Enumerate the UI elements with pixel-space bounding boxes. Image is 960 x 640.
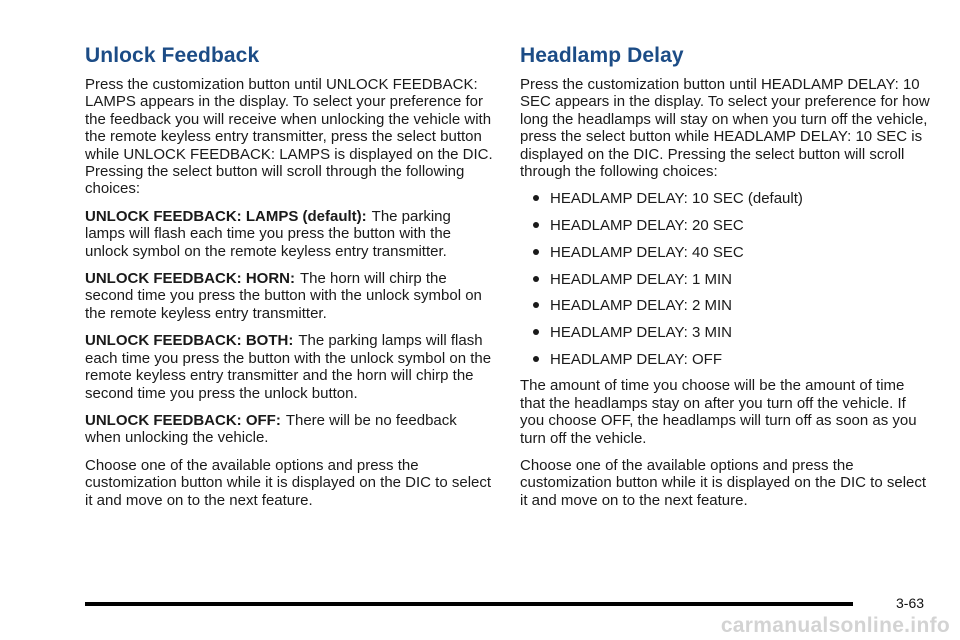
headlamp-paragraph-2: Choose one of the available options and press the customization button while it is displayed on the DIC to select it and move on to the next feature.: [520, 456, 927, 509]
page-number: 3-63: [896, 595, 925, 611]
option-text: The parking lamps will flash each time you press the button with the unlock symbol on the remote keyless entry transmitter.: [85, 207, 452, 260]
bullet-icon: [533, 195, 539, 201]
section-title-unlock-feedback: Unlock Feedback: [85, 44, 260, 67]
bullet-icon: [533, 222, 539, 228]
list-item-text: HEADLAMP DELAY: OFF: [550, 350, 722, 368]
list-item: [520, 297, 930, 314]
option-label: UNLOCK FEEDBACK: LAMPS (default):: [85, 207, 367, 225]
list-item: [520, 271, 930, 288]
list-item-text: HEADLAMP DELAY: 40 SEC: [550, 243, 744, 261]
bullet-icon: [533, 302, 539, 308]
list-item-text: HEADLAMP DELAY: 20 SEC: [550, 217, 744, 235]
list-item: [520, 324, 930, 341]
option-text: The horn will chirp the second time you press the button with the unlock symbol on the remote keyless entry transmitter.: [85, 270, 482, 322]
list-item: [520, 217, 930, 234]
bullet-icon: [533, 249, 539, 255]
list-item-text: HEADLAMP DELAY: 1 MIN: [550, 270, 733, 288]
unlock-intro: Press the customization button until UNLOCK FEEDBACK: LAMPS appears in the display. To select your preference for the feedback you will receive when unlocking the vehicle with the remote keyless entry transmitter, press the select button while UNLOCK FEEDBACK: LAMPS is displayed on the DIC. Pressing the select button will scroll through the following choices:: [85, 76, 493, 198]
headlamp-choices-list: [520, 190, 930, 368]
headlamp-paragraph-1: The amount of time you choose will be the amount of time that the headlamps stay on after you turn off the vehicle. If you choose OFF, the headlamps will turn off as soon as you turn off the vehicle.: [520, 377, 917, 447]
headlamp-intro: Press the customization button until HEADLAMP DELAY: 10 SEC appears in the display. To select your preference for how long the headlamps will stay on when you turn off the vehicle, press the select button while HEADLAMP DELAY: 10 SEC is displayed on the DIC. Pressing the select button will scroll through the following choices:: [520, 76, 930, 181]
right-column: [520, 44, 930, 519]
option-text: There will be no feedback when unlocking the vehicle.: [85, 411, 457, 447]
unlock-option-both: [85, 332, 495, 402]
list-item: [520, 351, 930, 368]
option-label: UNLOCK FEEDBACK: HORN:: [85, 270, 295, 288]
unlock-option-horn: [85, 270, 495, 322]
bullet-icon: [533, 329, 539, 335]
unlock-option-off: [85, 412, 495, 447]
left-column: [85, 44, 495, 519]
footer-rule: [85, 602, 853, 606]
unlock-closing: Choose one of the available options and press the customization button while it is displayed on the DIC to select it and move on to the next feature.: [85, 456, 492, 509]
option-label: UNLOCK FEEDBACK: BOTH:: [85, 332, 294, 350]
option-text: The parking lamps will flash each time you press the button with the unlock symbol on the remote keyless entry transmitter and the horn will chirp the second time you press the unlock button.: [85, 332, 492, 402]
section-title-headlamp-delay: Headlamp Delay: [520, 44, 684, 67]
bullet-icon: [533, 356, 539, 362]
option-label: UNLOCK FEEDBACK: OFF:: [85, 411, 281, 429]
list-item: [520, 244, 930, 261]
unlock-option-lamps: [85, 208, 495, 260]
list-item-text: HEADLAMP DELAY: 10 SEC (default): [550, 190, 803, 208]
bullet-icon: [533, 276, 539, 282]
watermark: carmanualsonline.info: [720, 614, 950, 637]
list-item-text: HEADLAMP DELAY: 2 MIN: [550, 297, 733, 315]
list-item-text: HEADLAMP DELAY: 3 MIN: [550, 323, 733, 341]
list-item: [520, 190, 930, 207]
